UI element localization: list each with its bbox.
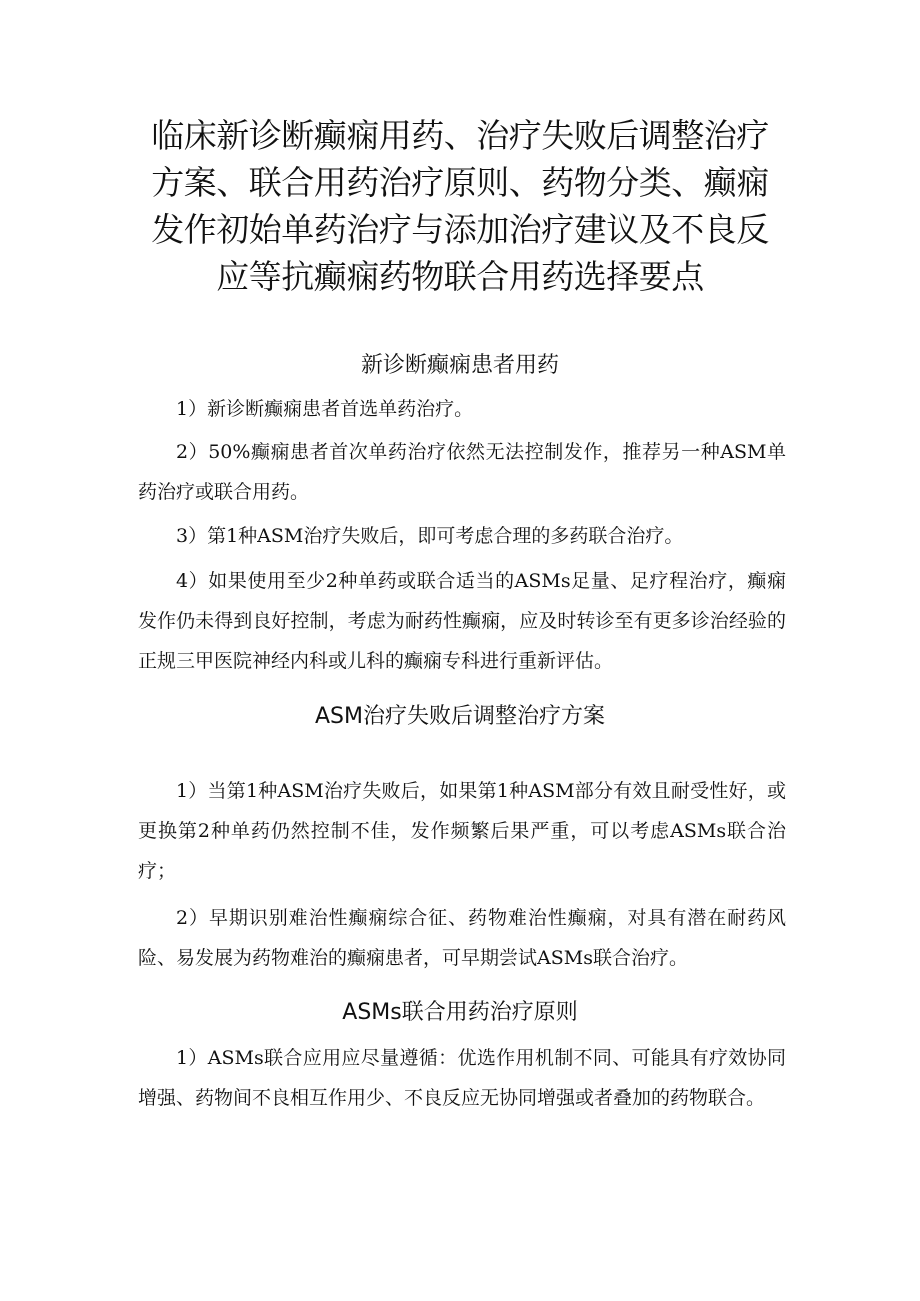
paragraph: 2）早期识别难治性癫痫综合征、药物难治性癫痫，对具有潜在耐药风险、易发展为药物难治的癫痫患者，可早期尝试ASMs联合治疗。 [138, 907, 786, 969]
paragraph: 3）第1种ASM治疗失败后，即可考虑合理的多药联合治疗。 [176, 525, 684, 547]
paragraph: 2）50%癫痫患者首次单药治疗依然无法控制发作，推荐另一种ASM单药治疗或联合用药。 [138, 441, 786, 503]
section-heading-new-diagnosis: 新诊断癫痫患者用药 [360, 353, 559, 378]
document-title: 临床新诊断癫痫用药、治疗失败后调整治疗方案、联合用药治疗原则、药物分类、癫痫发作初始单药治疗与添加治疗建议及不良反应等抗癫痫药物联合用药选择要点 [151, 116, 769, 296]
section-heading-combination-principles: ASMs联合用药治疗原则 [342, 1000, 578, 1025]
paragraph: 1）新诊断癫痫患者首选单药治疗。 [176, 398, 474, 420]
paragraph: 1）当第1种ASM治疗失败后，如果第1种ASM部分有效且耐受性好，或更换第2种单药仍然控制不佳，发作频繁后果严重，可以考虑ASMs联合治疗； [138, 780, 786, 882]
paragraph: 4）如果使用至少2种单药或联合适当的ASMs足量、足疗程治疗，癫痫发作仍未得到良好控制，考虑为耐药性癫痫，应及时转诊至有更多诊治经验的正规三甲医院神经内科或儿科的癫痫专科进行重新评估。 [138, 570, 786, 672]
paragraph: 1）ASMs联合应用应尽量遵循：优选作用机制不同、可能具有疗效协同增强、药物间不良相互作用少、不良反应无协同增强或者叠加的药物联合。 [138, 1047, 786, 1109]
section-heading-treatment-failure: ASM治疗失败后调整治疗方案 [315, 704, 605, 729]
